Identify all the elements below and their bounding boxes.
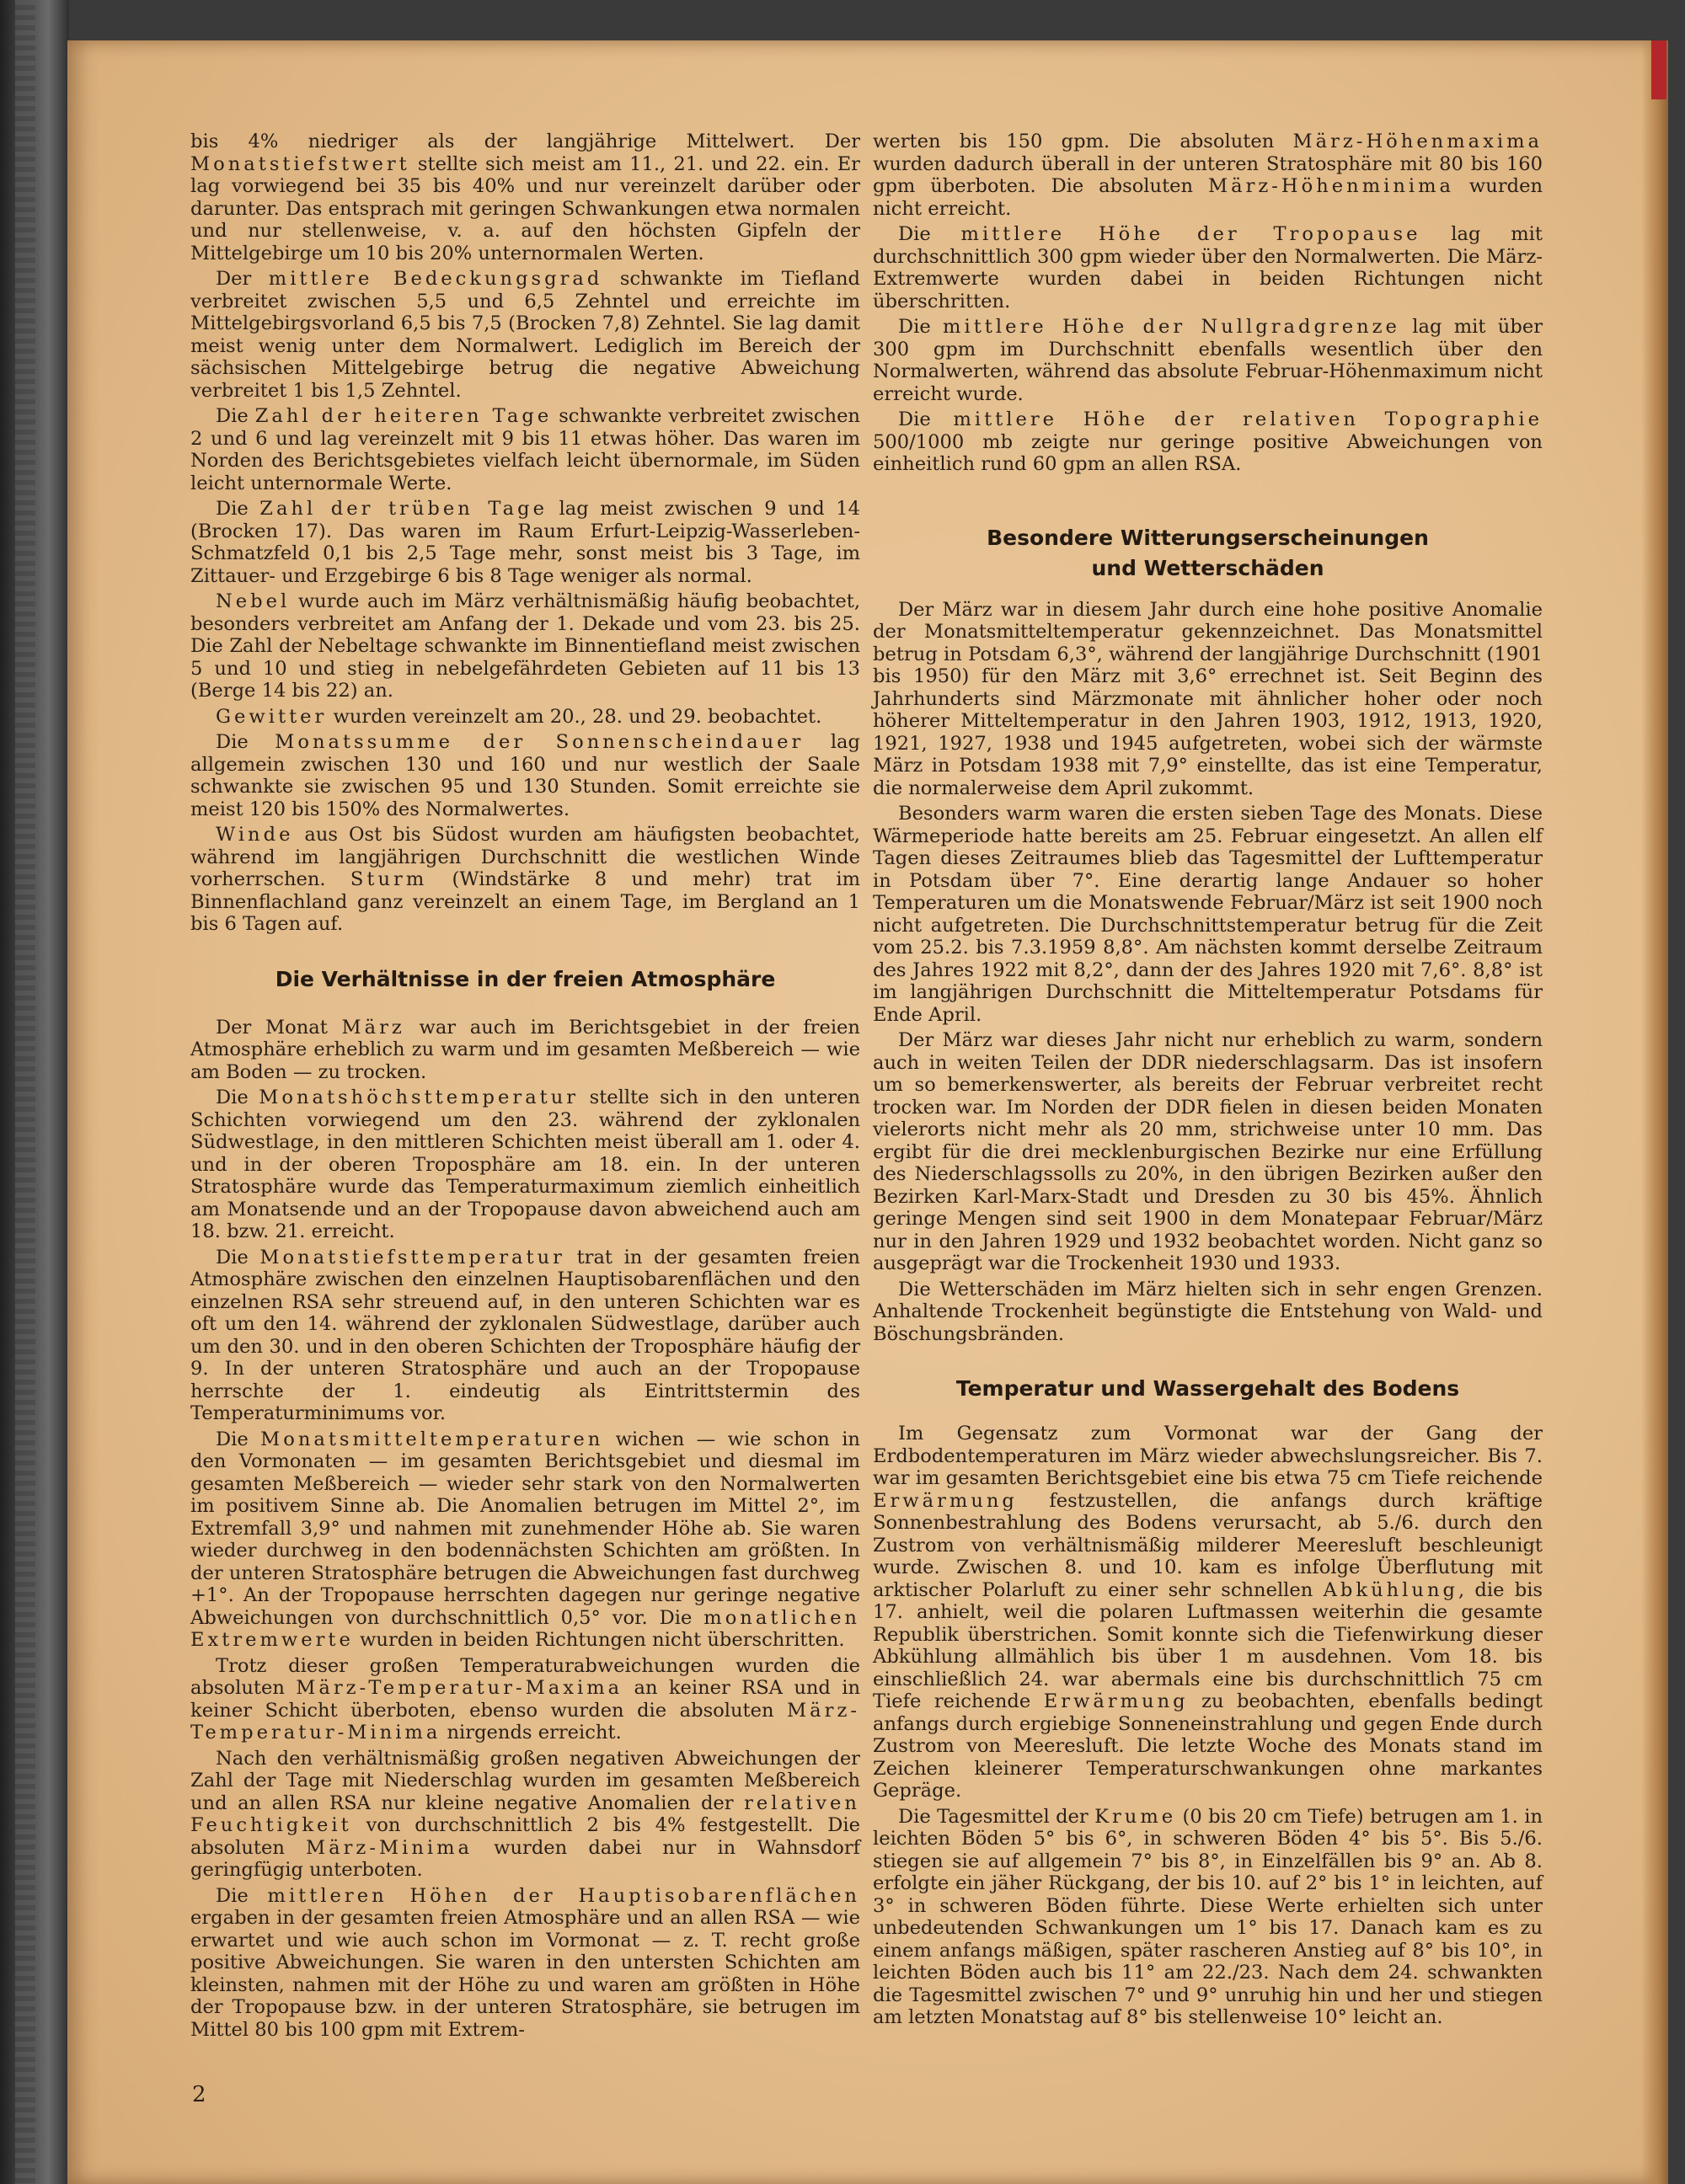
page-number: 2 (192, 2082, 206, 2107)
spaced-term: Zahl der trüben Tage (259, 498, 548, 520)
text-run: Die (898, 408, 954, 430)
spaced-term: März-Temperatur-Minima (190, 1699, 860, 1743)
spaced-term: Monatstiefsttemperatur (259, 1246, 565, 1268)
text-run: lag mit durchschnittlich 300 gpm wieder über den Normalwerten. Die März-Extremwerte wurden dabei in beiden Richtungen nicht überschritten. (873, 223, 1543, 312)
book-binding (0, 0, 69, 2184)
text-run: schwankte verbreitet zwischen 2 und 6 und lag vereinzelt mit 9 bis 11 etwas höher. Das waren im Norden des Berichtsgebietes vielfach leicht übernormale, im Süden leicht unternormale Werte. (190, 405, 860, 494)
spaced-term: mittlere Höhe der Nullgradgrenze (943, 316, 1400, 338)
text-run: Die (898, 223, 961, 245)
spaced-term: Winde (216, 824, 294, 846)
text-run: , die bis 17. anhielt, weil die polaren Luftmassen weiterhin die gesamte Republik überstrichen. Somit konnte sich die Tiefenwirkung dieser Abkühlung allmählich bis über 1 m ausdehnen. Vom 18. bis einschließlich 24. war abermals eine bis durchschnittlich 75 cm Tiefe reichende (873, 1578, 1543, 1712)
paragraph (190, 590, 860, 702)
paragraph (873, 803, 1543, 1026)
paragraph (873, 408, 1543, 476)
spaced-term: Krume (1094, 1805, 1177, 1828)
text-run: wurden vereinzelt am 20., 28. und 29. beobachtet. (327, 705, 822, 728)
left-paragraphs (190, 131, 860, 936)
paragraph (190, 498, 860, 587)
spaced-term: März-Höhenminima (1207, 175, 1455, 197)
spaced-term: Zahl der heiteren Tage (254, 405, 553, 427)
text-run: Trotz dieser großen Temperaturabweichungen wurden die absoluten (190, 1654, 860, 1699)
paragraph (873, 1279, 1543, 1346)
text-run: bis 4% niedriger als der langjährige Mittelwert. Der (190, 131, 860, 152)
text-run: Die Tagesmittel der (898, 1805, 1095, 1828)
spaced-term: Abkühlung (1323, 1578, 1458, 1601)
text-run: nirgends erreicht. (441, 1722, 622, 1743)
spaced-term: Sturm (350, 868, 428, 890)
right-paragraphs-boden (873, 1423, 1543, 2029)
text-run: an keiner RSA und in keiner Schicht überboten, ebenso wurden die absoluten (190, 1677, 860, 1722)
text-run: Der März war dieses Jahr nicht nur erheblich zu warm, sondern auch in weiten Teilen der DDR niederschlagsarm. Das ist insofern um so bemerkenswerter, als bereits der Februar verbreitet recht trocken war. Im Norden der DDR fielen in diesen beiden Monaten vielerorts nicht mehr als 20 mm, strichweise unter 10 mm. Das ergibt für die drei mecklenburgischen Bezirke nur eine Erfüllung des Niederschlagssolls zu 20%, in den übrigen Bezirken außer den Bezirken Karl-Marx-Stadt und Dresden zu 30 bis 45%. Ähnlich geringe Mengen sind seit 1900 in dem Monatepaar Februar/März nur in den Jahren 1929 und 1932 beobachtet worden. Nicht ganz so ausgeprägt war die Trockenheit 1930 und 1933. (873, 1029, 1543, 1274)
page-edge-shadow (1641, 40, 1668, 2184)
binding-spine (15, 0, 35, 2184)
text-run: Die (898, 316, 944, 338)
spaced-term: monatlichen Extremwerte (190, 1606, 860, 1651)
paragraph (873, 1029, 1543, 1275)
text-run: Die (216, 1246, 260, 1268)
paragraph (190, 824, 860, 936)
heading-line-2: und Wetterschäden (1091, 555, 1324, 580)
paragraph (190, 731, 860, 820)
text-run: 500/1000 mb zeigte nur geringe positive Abweichungen von einheitlich rund 60 gpm an allen RSA. (873, 430, 1543, 475)
right-paragraphs-witterung (873, 599, 1543, 1346)
text-run: Nach den verhältnismäßig großen negativen Abweichungen der Zahl der Tage mit Niederschlag wurden im gesamten Meßbereich und an allen RSA nur kleine negative Anomalien der (190, 1747, 860, 1814)
text-run: schwankte im Tiefland verbreitet zwischen 5,5 und 6,5 Zehntel und erreichte im Mittelgebirgsvorland 6,5 bis 7,5 (Brocken 7,8) Zehntel. Sie lag damit meist wenig unter dem Normalwert. Lediglich im Bereich der sächsischen Mittelgebirge betrug die negative Abweichung verbreitet 1 bis 1,5 Zehntel. (190, 268, 860, 402)
text-run: festzustellen, die anfangs durch kräftige Sonnenbestrahlung des Bodens verursacht, ab 5./6. durch den Zustrom von verhältnismäßig milderer Meeresluft beschleunigt wurde. Zwischen 8. und 10. kam es infolge Überflutung mit arktischer Polarluft zu einer sehr schnellen (873, 1489, 1543, 1601)
text-run: Die Wetterschäden im März hielten sich in sehr engen Grenzen. Anhaltende Trockenheit begünstigte die Entstehung von Wald- und Böschungsbränden. (873, 1278, 1543, 1345)
paragraph (873, 223, 1543, 312)
text-run: Die (216, 405, 255, 427)
spaced-term: Gewitter (216, 705, 328, 728)
spaced-term: Monatsmitteltemperaturen (260, 1428, 604, 1450)
paragraph (190, 131, 860, 264)
text-run: zu beobachten, ebenfalls bedingt anfangs durch ergiebige Sonneneinstrahlung und gegen Ende durch Zustrom von Meeresluft. Die letzte Woche des Monats stand im Zeichen kleinerer Temperaturschwankungen ohne markantes Gepräge. (873, 1690, 1543, 1802)
spaced-term: relativen Feuchtigkeit (190, 1792, 860, 1836)
text-run: Die (216, 1428, 261, 1450)
paragraph (873, 131, 1543, 220)
text-run: stellte sich meist am 11., 21. und 22. ein. Er lag vorwiegend bei 35 bis 40% und nur vereinzelt darüber oder darunter. Das entsprach mit geringen Schwankungen etwa normalen und nur stellenweise, v. a. auf den höchsten Gipfeln der Mittelgebirge um 10 bis 20% unternormalen Werten. (190, 152, 860, 264)
text-run: (Windstärke 8 und mehr) trat im Binnenflachland ganz vereinzelt an einem Tage, im Bergland an 1 bis 6 Tagen auf. (190, 868, 860, 935)
heading-line-1: Besondere Witterungserscheinungen (987, 525, 1429, 550)
text-run: wurde auch im März verhältnismäßig häufig beobachtet, besonders verbreitet am Anfang der 1. Dekade und vom 23. bis 25. Die Zahl der Nebeltage schwankte im Binnentiefland meist zwischen 5 und 10 und stieg in nebelgefährdeten Gebieten auf 11 bis 13 (Berge 14 bis 22) an. (190, 590, 860, 702)
text-run: aus Ost bis Südost wurden am häufigsten beobachtet, während im langjährigen Durchschnitt die westlichen Winde vorherrschen. (190, 824, 860, 890)
text-run: wichen — wie schon in den Vormonaten — im gesamten Berichtsgebiet und diesmal im gesamten Meßbereich — wieder sehr stark von den Normalwerten im positivem Sinne ab. Die Anomalien betrugen im Mittel 2°, im Extremfall 3,9° und nahmen mit zunehmender Höhe ab. Sie waren wieder durchweg in den bodennächsten Schichten am größten. In der unteren Stratosphäre betrugen die Abweichungen fast durchweg +1°. An der Tropopause herrschten dagegen nur geringe negative Abweichungen von durchschnittlich 0,5° vor. Die (190, 1428, 860, 1629)
text-run: lag allgemein zwischen 130 und 160 und nur westlich der Saale schwankte sie zwischen 95 und 130 Stunden. Somit erreichte sie meist 120 bis 150% des Normalwertes. (190, 731, 860, 820)
spaced-term: mittlere Höhe der relativen Topographie (953, 408, 1543, 430)
spaced-term: Nebel (216, 590, 291, 612)
paragraph (190, 1748, 860, 1882)
text-run: (0 bis 20 cm Tiefe) betrugen am 1. in leichten Böden 5° bis 6°, in schweren Böden 4° bis 5°. Bis 5./6. stiegen sie auf allgemein 7° bis 8°, in Einzelfällen bis 9° an. Ab 8. erfolgte ein jäher Rückgang, der bis 10. auf 2° bis 1° in leichten, auf 3° in schweren Böden führte. Diese Werte erhielten sich unter unbedeutenden Schwankungen um 1° bis 17. Danach kam es zu einem anfangs mäßigen, später rascheren Anstieg auf 8° bis 10°, in leichten Böden auch bis 11° am 22./23. Nach dem 24. schwankten die Tagesmittel zwischen 7° und 9° unruhig hin und her und stiegen am letzten Monatstag auf 8° bis stellenweise 10° leicht an. (873, 1805, 1543, 2028)
text-run: Die (216, 498, 260, 520)
text-run: Im Gegensatz zum Vormonat war der Gang der Erdbodentemperaturen im März wieder abwechslungsreicher. Bis 7. war im gesamten Berichtsgebiet eine bis etwa 75 cm Tiefe reichende (873, 1423, 1543, 1489)
heading-freie-atmosphaere: Die Verhältnisse in der freien Atmosphäre (275, 966, 776, 991)
text-run: wurden in beiden Richtungen nicht überschritten. (353, 1629, 845, 1651)
paragraph (190, 1247, 860, 1425)
spaced-term: mittlere Höhe der Tropopause (960, 223, 1421, 245)
spaced-term: Erwärmung (1043, 1690, 1189, 1712)
spaced-term: März-Temperatur-Maxima (296, 1677, 623, 1699)
text-run: lag mit über 300 gpm im Durchschnitt ebenfalls wesentlich über den Normalwerten, während das absolute Februar-Höhenmaximum nicht erreicht wurde. (873, 316, 1543, 405)
paragraph (873, 599, 1543, 800)
paragraph (190, 706, 860, 729)
text-run: Die (216, 1087, 259, 1108)
spaced-term: Monatshöchsttemperatur (259, 1087, 580, 1108)
paragraph (190, 1017, 860, 1084)
text-run: Die (216, 1884, 268, 1907)
paragraph (190, 1655, 860, 1744)
text-run: trat in der gesamten freien Atmosphäre zwischen den einzelnen Hauptisobarenflächen und den einzelnen RSA sehr streuend auf, in den unteren Schichten war es oft um den 14. während der zyklonalen Südwestlage, darüber auch um den 30. und in den oberen Schichten der Troposphäre häufig der 9. In der unteren Stratosphäre und auch an der Tropopause herrschte der 1. eindeutig als Eintrittstermin des Temperaturminimums vor. (190, 1246, 860, 1424)
text-run: lag meist zwischen 9 und 14 (Brocken 17). Das waren im Raum Erfurt-Leipzig-Wasserleben-Schmatzfeld 0,1 bis 2,5 Tage mehr, sonst meist bis 3 Tage, im Zittauer- und Erzgebirge 6 bis 8 Tage weniger als normal. (190, 498, 861, 587)
paragraph (873, 1423, 1543, 1802)
text-run: werten bis 150 gpm. Die absoluten (873, 131, 1293, 152)
spaced-term: mittleren Höhen der Hauptisobarenflächen (267, 1884, 860, 1907)
paragraph (873, 1806, 1543, 2029)
text-run: wurden dabei nur in Wahnsdorf geringfügig unterboten. (190, 1836, 860, 1881)
spaced-term: März (341, 1016, 405, 1039)
spaced-term: Monatssumme der Sonnenscheindauer (275, 731, 805, 753)
right-paragraphs (873, 131, 1543, 476)
heading-boden: Temperatur und Wassergehalt des Bodens (955, 1376, 1460, 1401)
paragraph (190, 268, 860, 402)
text-run: war auch im Berichtsgebiet in der freien Atmosphäre erheblich zu warm und im gesamten Meßbereich — wie am Boden — zu trocken. (190, 1016, 860, 1083)
text-run: wurden dadurch überall in der unteren Stratosphäre mit 80 bis 160 gpm überboten. Die absoluten (873, 152, 1543, 197)
left-column (190, 131, 860, 2044)
spaced-term: März-Höhenmaxima (1292, 131, 1543, 152)
paragraph (190, 1428, 860, 1652)
text-run: Der Monat (216, 1016, 342, 1039)
text-run: Der März war in diesem Jahr durch eine hohe positive Anomalie der Monatsmitteltemperatur gekennzeichnet. Das Monatsmittel betrug in Potsdam 6,3°, während der langjährige Durchschnitt (1901 bis 1950) für den März mit 3,6° errechnet ist. Seit Beginn des Jahrhunderts sind Märzmonate mit ähnlicher hoher oder noch höherer Mitteltemperatur in den Jahren 1903, 1912, 1913, 1920, 1921, 1927, 1938 und 1945 aufgetreten, wobei sich der wärmste März in Potsdam 1938 mit 7,9° einstellte, das ist eine Temperatur, die normalerweise dem April zukommt. (873, 598, 1543, 799)
text-run: stellte sich in den unteren Schichten vorwiegend um den 23. während der zyklonalen Südwestlage, in den mittleren Schichten meist überall am 1. oder 4. und in der oberen Troposphäre am 18. ein. In der unteren Stratosphäre wurde das Temperaturmaximum ziemlich einheitlich am Monatsende und an der Tropopause davon abweichend auch am 18. bzw. 21. erreicht. (190, 1087, 860, 1242)
paragraph (873, 316, 1543, 405)
text-run: ergaben in der gesamten freien Atmosphäre und an allen RSA — wie erwartet und wie auch schon im Vormonat — z. T. recht große positive Abweichungen. Sie waren in den untersten Schichten am kleinsten, nahmen mit der Höhe zu und waren am größten in Höhe der Tropopause bzw. in der unteren Stratosphäre, sie betrugen im Mittel 80 bis 100 gpm mit Extrem- (190, 1907, 860, 2041)
red-bookmark-tab (1651, 40, 1666, 99)
text-run: Der (216, 268, 269, 290)
spaced-term: März-Minima (306, 1836, 473, 1859)
text-run: wurden nicht erreicht. (873, 175, 1543, 220)
text-run: Die (216, 731, 275, 753)
spaced-term: mittlere Bedeckungsgrad (268, 268, 603, 290)
right-column (873, 131, 1543, 2032)
paragraph (190, 1885, 860, 2042)
paragraph (190, 1087, 860, 1243)
paragraph (190, 405, 860, 494)
spaced-term: Erwärmung (873, 1489, 1018, 1512)
text-run: von durchschnittlich 2 bis 4% festgestellt. Die absoluten (190, 1814, 860, 1859)
heading-witterungserscheinungen (873, 523, 1543, 584)
left-paragraphs-atmosphaere (190, 1017, 860, 2042)
text-run: Besonders warm waren die ersten sieben Tage des Monats. Diese Wärmeperiode hatte bereits am 25. Februar eingesetzt. An allen elf Tagen dieses Zeitraumes blieb das Tagesmittel der Lufttemperatur in Potsdam über 7°. Eine derartig lange Andauer so hoher Temperaturen um die Monatswende Februar/März ist seit 1900 noch nicht aufgetreten. Die Durchschnittstemperatur betrug für die Zeit vom 25.2. bis 7.3.1959 8,8°. Am nächsten kommt derselbe Zeitraum des Jahres 1922 mit 8,2°, dann der des Jahres 1920 mit 7,6°. 8,8° ist im langjährigen Durchschnitt die Mitteltemperatur Potsdams für Ende April. (873, 803, 1543, 1026)
spaced-term: Monatstiefstwert (190, 152, 410, 175)
